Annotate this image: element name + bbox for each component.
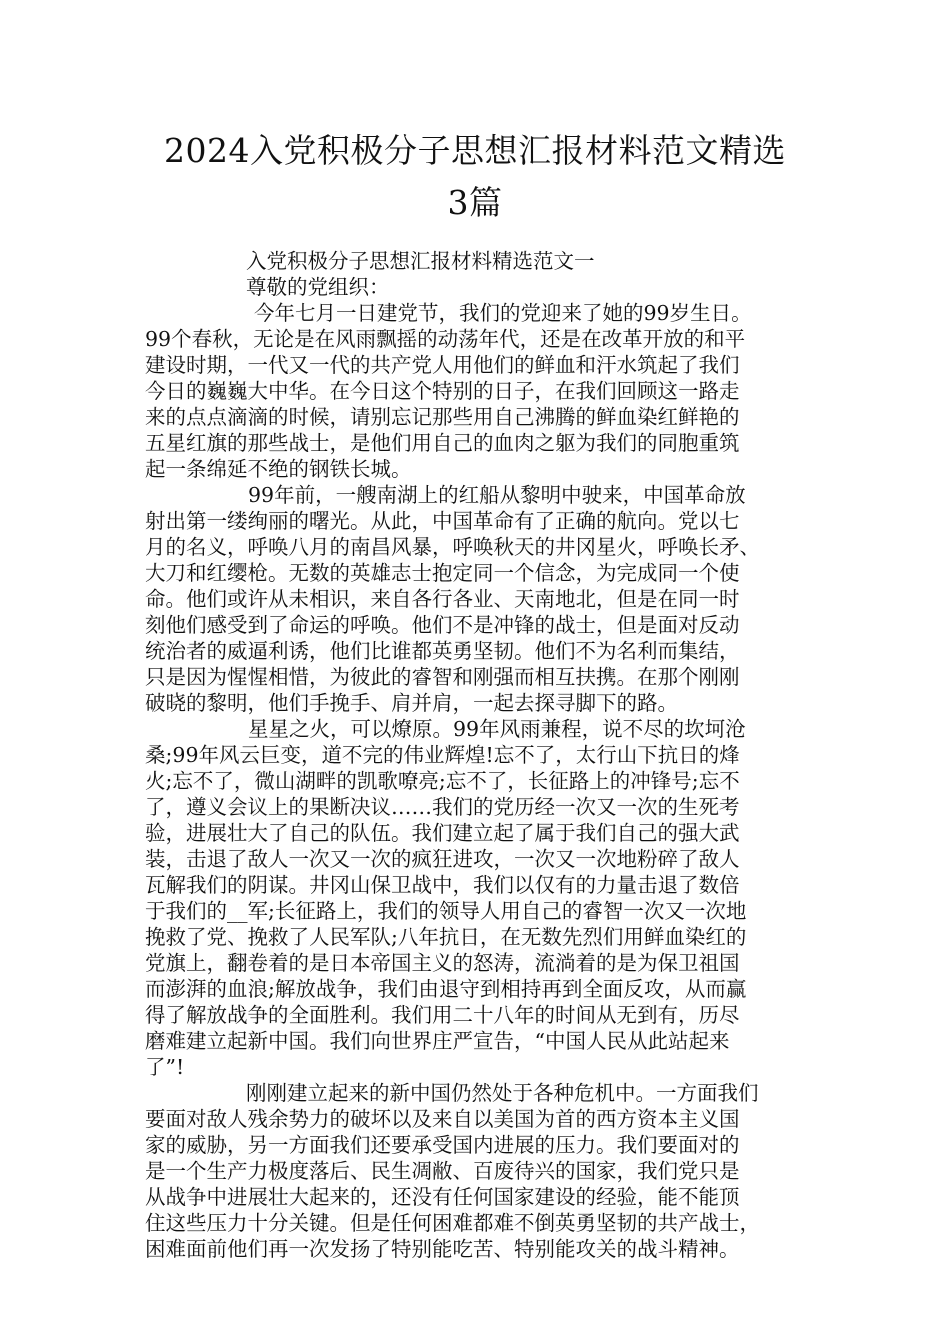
body-line: 要面对敌人残余势力的破坏以及来自以美国为首的西方资本主义国 [145, 1107, 740, 1131]
document-title-line-2: 3篇 [447, 183, 503, 222]
body-line: 住这些压力十分关键。但是任何困难都难不倒英勇坚韧的共产战士， [145, 1211, 760, 1235]
body-line: 家的威胁，另一方面我们还要承受国内进展的压力。我们要面对的 [145, 1133, 740, 1157]
body-line: 今年七月一日建党节，我们的党迎来了她的99岁生日。 [254, 301, 752, 325]
body-line: 装，击退了敌人一次又一次的疯狂进攻，一次又一次地粉碎了敌人 [145, 847, 740, 871]
body-line: 建设时期，一代又一代的共产党人用他们的鲜血和汗水筑起了我们 [145, 353, 740, 377]
body-line: 验，进展壮大了自己的队伍。我们建立起了属于我们自己的强大武 [145, 821, 740, 845]
body-line: 来的点点滴滴的时候，请别忘记那些用自己沸腾的鲜血染红鲜艳的 [145, 405, 740, 429]
document-title-line-1: 2024入党积极分子思想汇报材料范文精选 [164, 131, 786, 170]
body-line: 星星之火，可以燎原。99年风雨兼程，说不尽的坎坷沧 [248, 717, 746, 741]
body-line: 而澎湃的血浪;解放战争，我们由退守到相持再到全面反攻，从而赢 [145, 977, 747, 1001]
body-line: 桑;99年风云巨变，道不完的伟业辉煌!忘不了，太行山下抗日的烽 [145, 743, 740, 767]
body-line: 刻他们感受到了命运的呼唤。他们不是冲锋的战士，但是面对反动 [145, 613, 740, 637]
body-line: 火;忘不了，微山湖畔的凯歌嘹亮;忘不了，长征路上的冲锋号;忘不 [145, 769, 740, 793]
body-line: 于我们的__军;长征路上，我们的领导人用自己的睿智一次又一次地 [145, 899, 747, 923]
body-line: 统治者的威逼利诱，他们比谁都英勇坚韧。他们不为名利而集结， [145, 639, 740, 663]
body-line: 大刀和红缨枪。无数的英雄志士抱定同一个信念，为完成同一个使 [145, 561, 740, 585]
salutation: 尊敬的党组织： [246, 275, 390, 299]
body-line: 99年前，一艘南湖上的红船从黎明中驶来，中国革命放 [248, 483, 746, 507]
body-line: 起一条绵延不绝的钢铁长城。 [145, 457, 412, 481]
body-line: 党旗上，翻卷着的是日本帝国主义的怒涛，流淌着的是为保卫祖国 [145, 951, 740, 975]
body-line: 从战争中进展壮大起来的，还没有任何国家建设的经验，能不能顶 [145, 1185, 740, 1209]
body-line: 是一个生产力极度落后、民生凋敝、百废待兴的国家，我们党只是 [145, 1159, 740, 1183]
body-line: 挽救了党、挽救了人民军队;八年抗日，在无数先烈们用鲜血染红的 [145, 925, 747, 949]
body-line: 99个春秋，无论是在风雨飘摇的动荡年代，还是在改革开放的和平 [145, 327, 746, 351]
body-line: 得了解放战争的全面胜利。我们用二十八年的时间从无到有，历尽 [145, 1003, 740, 1027]
body-line: 困难面前他们再一次发扬了特别能吃苦、特别能攻关的战斗精神。 [145, 1237, 740, 1261]
body-line: 了，遵义会议上的果断决议……我们的党历经一次又一次的生死考 [145, 795, 740, 819]
body-line: 破晓的黎明，他们手挽手、肩并肩，一起去探寻脚下的路。 [145, 691, 678, 715]
body-line: 只是因为惺惺相惜，为彼此的睿智和刚强而相互扶携。在那个刚刚 [145, 665, 740, 689]
body-line: 命。他们或许从未相识，来自各行各业、天南地北，但是在同一时 [145, 587, 740, 611]
body-line: 磨难建立起新中国。我们向世界庄严宣告，“中国人民从此站起来 [145, 1029, 730, 1053]
body-line: 射出第一缕绚丽的曙光。从此，中国革命有了正确的航向。党以七 [145, 509, 740, 533]
body-line: 瓦解我们的阴谋。井冈山保卫战中，我们以仅有的力量击退了数倍 [145, 873, 740, 897]
body-line: 今日的巍巍大中华。在今日这个特别的日子，在我们回顾这一路走 [145, 379, 740, 403]
body-line: 月的名义，呼唤八月的南昌风暴，呼唤秋天的井冈星火，呼唤长矛、 [145, 535, 760, 559]
section-heading: 入党积极分子思想汇报材料精选范文一 [246, 249, 595, 273]
body-line: 刚刚建立起来的新中国仍然处于各种危机中。一方面我们 [246, 1081, 759, 1105]
body-line: 五星红旗的那些战士，是他们用自己的血肉之躯为我们的同胞重筑 [145, 431, 740, 455]
body-line: 了”! [145, 1055, 185, 1079]
